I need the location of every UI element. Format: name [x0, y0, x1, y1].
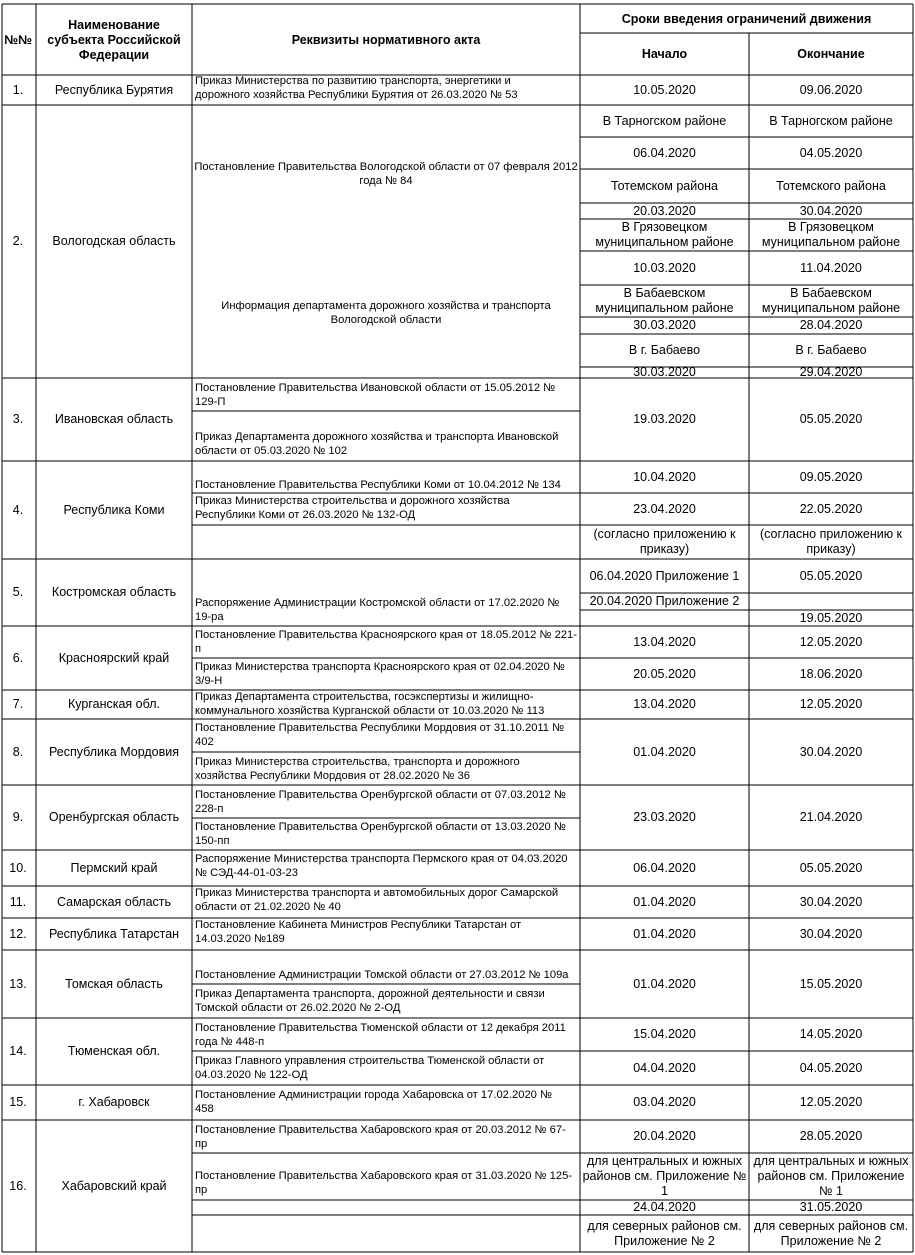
- start-value: 23.04.2020: [633, 501, 696, 516]
- end-value: 18.06.2020: [799, 666, 863, 681]
- start-value: В г. Бабаево: [628, 343, 701, 357]
- act-text: Приказ Департамента строительства, госэкспертизы и жилищно- коммунального хозяйства Курганской области от 10.03.2020 № 113: [195, 690, 545, 717]
- start-value: 10.03.2020: [633, 260, 696, 275]
- start-value: 20.04.2020: [633, 1129, 696, 1143]
- region-name: Республика Коми: [63, 502, 165, 517]
- header-start: Начало: [641, 46, 688, 61]
- row-number: 7.: [12, 697, 24, 711]
- start-value: 10.04.2020: [633, 469, 696, 484]
- end-value: 30.04.2020: [799, 203, 863, 218]
- act-text: Постановление Кабинета Министров Республики Татарстан от 14.03.2020 №189: [195, 919, 522, 945]
- start-date: 01.04.2020: [633, 976, 696, 991]
- start-date: 01.04.2020: [633, 926, 696, 941]
- start-date: 19.03.2020: [633, 412, 696, 426]
- act-text: Информация департамента дорожного хозяйства и транспорта Вологодской области: [221, 300, 551, 326]
- end-value: Тотемского района: [776, 178, 886, 193]
- end-value: В г. Бабаево: [795, 343, 867, 357]
- start-value: 15.04.2020: [633, 1027, 696, 1041]
- end-date: 30.04.2020: [799, 744, 863, 759]
- end-value: 11.04.2020: [800, 260, 862, 275]
- start-value: (согласно приложению к приказу): [593, 527, 736, 556]
- start-value: 30.03.2020: [633, 318, 696, 332]
- end-date: 12.05.2020: [799, 697, 863, 711]
- end-value: для северных районов см. Приложение № 2: [753, 1218, 909, 1248]
- act-text: Постановление Правительства Республики Коми от 10.04.2012 № 134: [195, 479, 561, 491]
- header-act: Реквизиты нормативного акта: [291, 32, 481, 47]
- start-date: 06.04.2020: [633, 860, 696, 875]
- act-text: Приказ Министерства строительства, транспорта и дорожного хозяйства Республики Мордовия от 28.02.2020 № 36: [195, 755, 520, 782]
- region-name: Республика Бурятия: [54, 82, 174, 97]
- row-number: 5.: [12, 585, 24, 599]
- start-date: 03.04.2020: [633, 1095, 696, 1109]
- region-name: Оренбургская область: [48, 810, 180, 824]
- row-number: 9.: [12, 810, 24, 824]
- row-number: 4.: [12, 502, 24, 517]
- region-name: Ивановская область: [54, 412, 174, 426]
- header-num: №№: [4, 32, 32, 47]
- region-name: г. Хабаровск: [78, 1095, 150, 1109]
- row-number: 14.: [9, 1044, 27, 1058]
- row-number: 15.: [9, 1095, 27, 1109]
- act-text: Приказ Департамента дорожного хозяйства и транспорта Ивановской области от 05.03.2020 № 102: [195, 431, 559, 457]
- act-text: Приказ Министерства транспорта Красноярского края от 02.04.2020 № 3/9-Н: [195, 661, 565, 687]
- act-text: Распоряжение Министерства транспорта Пермского края от 04.03.2020 № СЭД-44-01-03-23: [195, 853, 568, 879]
- row-number: 11.: [9, 894, 27, 909]
- row-number: 12.: [9, 926, 27, 941]
- act-text: Приказ Министерства строительства и дорожного хозяйства Республики Коми от 26.03.2020 № 132-ОД: [195, 495, 510, 521]
- start-value: 30.03.2020: [633, 365, 696, 379]
- row-number: 8.: [12, 744, 24, 759]
- end-date: 12.05.2020: [799, 1095, 863, 1109]
- act-text: Приказ Департамента транспорта, дорожной деятельности и связи Томской области от 26.02.2020 № 2-ОД: [195, 988, 545, 1014]
- end-value: 31.05.2020: [799, 1200, 863, 1214]
- act-text: Постановление Правительства Оренбургской области от 07.03.2012 № 228-п: [195, 788, 566, 815]
- end-value: 14.05.2020: [799, 1027, 863, 1041]
- start-value: для северных районов см. Приложение № 2: [587, 1218, 742, 1248]
- act-text: Постановление Правительства Республики Мордовия от 31.10.2011 № 402: [195, 722, 565, 748]
- end-value: 12.05.2020: [799, 634, 863, 649]
- start-date: 01.04.2020: [633, 894, 696, 909]
- end-value: В Тарногском районе: [769, 113, 893, 128]
- row-number: 16.: [9, 1178, 27, 1193]
- row-number: 3.: [12, 412, 24, 426]
- start-value: В Бабаевском муниципальном районе: [595, 286, 734, 315]
- region-name: Пермский край: [70, 860, 158, 875]
- region-name: Хабаровский край: [61, 1178, 167, 1193]
- region-name: Республика Татарстан: [48, 926, 180, 941]
- region-name: Тюменская обл.: [67, 1044, 161, 1058]
- row-number: 1.: [12, 82, 24, 97]
- start-value: 04.04.2020: [633, 1060, 696, 1075]
- act-text: Постановление Администрации города Хабаровска от 17.02.2020 № 458: [195, 1088, 553, 1115]
- end-value: для центральных и южных районов см. Приложение № 1: [753, 1154, 909, 1198]
- end-value: 22.05.2020: [799, 501, 863, 516]
- header-subject: Наименование субъекта Российской Федерации: [47, 17, 181, 62]
- header-end: Окончание: [797, 46, 865, 61]
- end-date: 09.06.2020: [799, 82, 863, 97]
- end-value: 28.04.2020: [799, 318, 863, 332]
- end-value: 28.05.2020: [799, 1129, 863, 1143]
- end-value: В Бабаевском муниципальном районе: [761, 286, 901, 315]
- start-value: В Тарногском районе: [602, 113, 727, 128]
- act-text: Постановление Администрации Томской области от 27.03.2012 № 109а: [195, 968, 569, 981]
- start-value: 20.03.2020: [633, 203, 696, 218]
- end-date: 30.04.2020: [799, 894, 863, 909]
- start-value: 06.04.2020 Приложение 1: [589, 568, 740, 583]
- start-value: 24.04.2020: [633, 1200, 696, 1214]
- end-value: 04.05.2020: [799, 1060, 863, 1075]
- act-text: Распоряжение Администрации Костромской области от 17.02.2020 № 19-ра: [195, 597, 560, 623]
- region-name: Республика Мордовия: [49, 744, 179, 759]
- act-text: Постановление Правительства Тюменской области от 12 декабря 2011 года № 448-п: [195, 1021, 566, 1048]
- header-period: Сроки введения ограничений движения: [621, 11, 872, 26]
- act-text: Постановление Правительства Ивановской области от 15.05.2012 № 129-П: [195, 381, 556, 408]
- start-value: Тотемском района: [610, 178, 719, 193]
- end-value: 29.04.2020: [799, 365, 863, 379]
- end-value: В Грязовецком муниципальном районе: [761, 220, 901, 249]
- start-date: 10.05.2020: [633, 82, 696, 97]
- end-date: 05.05.2020: [799, 860, 863, 875]
- end-value: 05.05.2020: [799, 568, 863, 583]
- start-value: В Грязовецком муниципальном районе: [595, 220, 734, 249]
- row-number: 13.: [9, 976, 27, 991]
- end-value: 04.05.2020: [799, 145, 863, 160]
- start-date: 23.03.2020: [633, 810, 696, 824]
- start-value: 20.05.2020: [633, 666, 696, 681]
- row-number: 6.: [12, 650, 24, 665]
- start-value: 13.04.2020: [633, 634, 696, 649]
- act-text: Постановление Правительства Красноярского края от 18.05.2012 № 221- п: [195, 629, 577, 655]
- act-text: Постановление Правительства Вологодской области от 07 февраля 2012 года № 84: [194, 161, 578, 187]
- end-value: (согласно приложению к приказу): [759, 527, 903, 556]
- end-date: 21.04.2020: [799, 810, 863, 824]
- region-name: Самарская область: [56, 894, 172, 909]
- start-value: для центральных и южных районов см. Приложение № 1: [582, 1154, 747, 1198]
- start-value: 20.04.2020 Приложение 2: [589, 594, 740, 608]
- act-text: Постановление Правительства Оренбургской области от 13.03.2020 № 150-пп: [195, 821, 566, 847]
- act-text: Постановление Правительства Хабаровского края от 20.03.2012 № 67- пр: [195, 1123, 566, 1150]
- region-name: Курганская обл.: [68, 697, 160, 711]
- row-number: 2.: [12, 234, 24, 248]
- start-date: 13.04.2020: [633, 697, 696, 711]
- end-value: 09.05.2020: [799, 469, 863, 484]
- row-number: 10.: [9, 860, 27, 875]
- end-date: 30.04.2020: [799, 926, 863, 941]
- start-value: 06.04.2020: [633, 145, 696, 160]
- act-text: Приказ Министерства по развитию транспорта, энергетики и дорожного хозяйства Республики Бурятия от 26.03.2020 № 53: [195, 75, 518, 101]
- region-name: Костромская область: [51, 585, 177, 599]
- start-date: 01.04.2020: [633, 744, 696, 759]
- end-date: 05.05.2020: [799, 412, 863, 426]
- end-value: 19.05.2020: [799, 610, 863, 625]
- act-text: Приказ Министерства транспорта и автомобильных дорог Самарской области от 21.02.2020 № 40: [195, 887, 559, 913]
- end-date: 15.05.2020: [799, 976, 863, 991]
- act-text: Постановление Правительства Хабаровского края от 31.03.2020 № 125- пр: [195, 1170, 573, 1196]
- region-name: Вологодская область: [52, 234, 176, 248]
- region-name: Томская область: [65, 976, 163, 991]
- act-text: Приказ Главного управления строительства Тюменской области от 04.03.2020 № 122-ОД: [195, 1055, 545, 1081]
- region-name: Красноярский край: [58, 650, 170, 665]
